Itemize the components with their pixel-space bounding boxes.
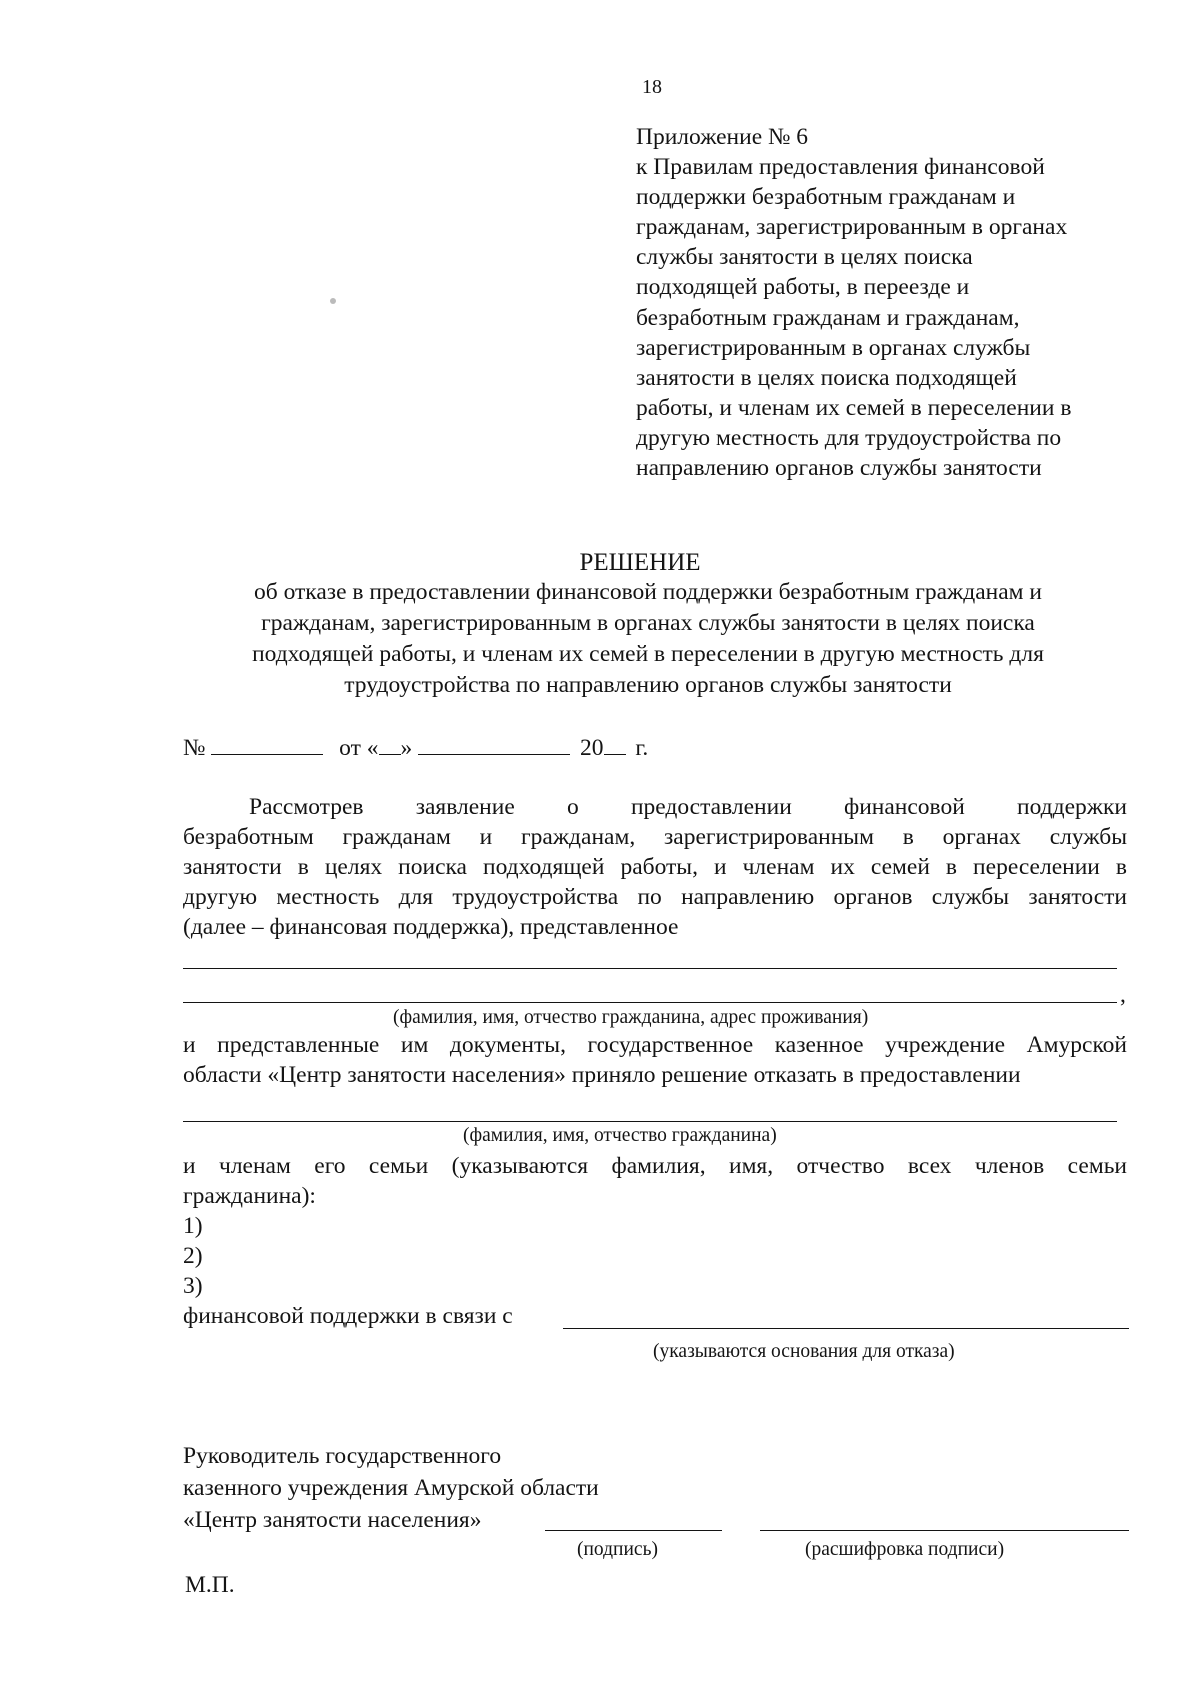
body-line: другую местность для трудоустройства по направлению органов службы занятости — [183, 884, 1127, 910]
caption-signature: (подпись) — [577, 1539, 658, 1560]
from-label: от « — [339, 735, 379, 761]
appendix-line: направлению органов службы занятости — [636, 455, 1042, 482]
trailing-comma: , — [1120, 982, 1126, 1008]
appendix-line: Приложение № 6 — [636, 124, 809, 150]
body-line: и представленные им документы, государственное казенное учреждение Амурской — [183, 1032, 1127, 1058]
signature-decode-line[interactable] — [760, 1530, 1129, 1531]
body-paragraph-1 — [183, 792, 1127, 942]
appendix-line: занятости в целях поиска подходящей — [636, 364, 1017, 391]
family-member-item-1: 1) — [183, 1213, 203, 1239]
appendix-line: работы, и членам их семей в переселении в — [636, 394, 1072, 421]
body-line: занятости в целях поиска подходящей работы, и членам их семей в переселении в — [183, 854, 1127, 880]
caption-applicant: (фамилия, имя, отчество гражданина, адрес проживания) — [393, 1007, 869, 1028]
body-paragraph-2 — [183, 1030, 1127, 1090]
reason-line[interactable] — [563, 1328, 1129, 1329]
appendix-line: службы занятости в целях поиска — [636, 244, 973, 271]
caption-signature-decode: (расшифровка подписи) — [805, 1539, 1005, 1560]
applicant-line-1[interactable] — [183, 968, 1117, 969]
body-line: области «Центр занятости населения» приняло решение отказать в предоставлении — [183, 1062, 1021, 1088]
caption-reason: (указываются основания для отказа) — [653, 1341, 955, 1362]
month-field[interactable] — [418, 732, 570, 755]
body-line: Рассмотрев заявление о предоставлении финансовой поддержки — [249, 794, 1127, 820]
body-paragraph-3 — [183, 1151, 1127, 1211]
scan-speck — [330, 298, 336, 304]
subtitle-line: трудоустройства по направлению органов службы занятости — [344, 672, 952, 698]
number-field[interactable] — [211, 732, 323, 755]
subtitle-line: гражданам, зарегистрированным в органах службы занятости в целях поиска — [261, 610, 1035, 636]
appendix-line: зарегистрированным в органах службы — [636, 334, 1031, 361]
decision-title: РЕШЕНИЕ — [579, 549, 701, 576]
signatory-line: Руководитель государственного — [183, 1443, 502, 1469]
subtitle-line: подходящей работы, и членам их семей в переселении в другую местность для — [252, 641, 1044, 667]
family-member-item-3: 3) — [183, 1273, 203, 1299]
stamp-place: М.П. — [185, 1572, 235, 1598]
appendix-line: безработным гражданам и гражданам, — [636, 304, 1020, 331]
appendix-block — [636, 122, 1156, 483]
body-line: (далее – финансовая поддержка), представленное — [183, 914, 679, 940]
number-sign: № — [183, 735, 206, 761]
caption-citizen: (фамилия, имя, отчество гражданина) — [463, 1125, 777, 1146]
reason-prefix: финансовой поддержки в связи с — [183, 1303, 513, 1329]
appendix-line: другую местность для трудоустройства по — [636, 424, 1062, 451]
body-line: гражданина): — [183, 1183, 316, 1209]
page-number: 18 — [642, 76, 662, 98]
year-field[interactable] — [604, 732, 626, 755]
day-field[interactable] — [379, 732, 401, 755]
subtitle-line: об отказе в предоставлении финансовой поддержки безработным гражданам и — [254, 579, 1042, 605]
signatory-line: «Центр занятости населения» — [183, 1507, 482, 1533]
appendix-line: поддержки безработным гражданам и — [636, 184, 1016, 211]
signature-block — [183, 1440, 599, 1536]
appendix-line: гражданам, зарегистрированным в органах — [636, 214, 1068, 241]
citizen-name-line[interactable] — [183, 1121, 1117, 1122]
number-date-line — [183, 732, 648, 763]
signature-line[interactable] — [545, 1530, 722, 1531]
signatory-line: казенного учреждения Амурской области — [183, 1475, 599, 1501]
family-member-item-2: 2) — [183, 1243, 203, 1269]
applicant-line-2[interactable] — [183, 1002, 1117, 1003]
year-prefix: 20 — [580, 735, 604, 761]
year-suffix: г. — [635, 735, 649, 761]
body-line: безработным гражданам и гражданам, зарегистрированным в органах службы — [183, 824, 1127, 850]
appendix-line: к Правилам предоставления финансовой — [636, 154, 1045, 181]
appendix-line: подходящей работы, в переезде и — [636, 274, 970, 301]
body-line: и членам его семьи (указываются фамилия, имя, отчество всех членов семьи — [183, 1153, 1127, 1179]
close-quote: » — [400, 735, 413, 761]
decision-subtitle — [150, 577, 1146, 701]
